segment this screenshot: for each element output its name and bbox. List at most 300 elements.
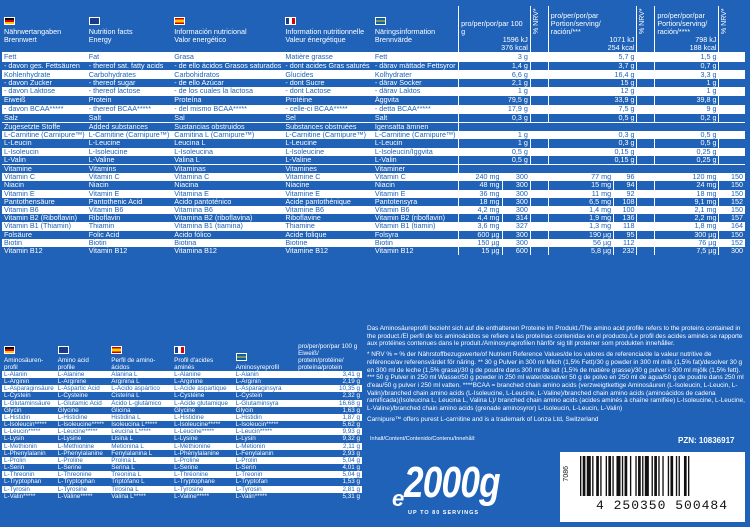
vitamin-row-sv: Vitamin B12 (374, 247, 414, 256)
vitamin-row-v3: 2,2 mg (655, 214, 719, 222)
added-header-row-de: Zugesetzte Stoffe (2, 123, 87, 132)
vitamin-row (2, 190, 745, 198)
france-flag-icon (174, 346, 185, 354)
nutrition-row-pad1 (530, 105, 548, 114)
amino-value: 2,11 g (296, 443, 362, 450)
amino-fr: L-Acide glutamique (172, 400, 234, 407)
added-header-row-en: Added substances (87, 123, 173, 132)
amino-value: 5,62 g (342, 421, 360, 429)
nutrition-row-de: Kohlenhydrate (2, 70, 87, 79)
nutrition-row (2, 79, 745, 87)
header-es: Información nutricional (174, 27, 247, 36)
vitamin-row-pad (530, 198, 548, 206)
nutrition-row-blank (283, 44, 372, 53)
vitamin-row (2, 206, 745, 214)
vitamin-row-nrv3: 150 (719, 231, 745, 239)
header-fr: Information nutritionnelle (285, 27, 365, 36)
amino-value: 5,04 g (296, 457, 362, 464)
added-row-v3: 0,25 g (655, 148, 719, 156)
vitamin-row-sv: Vitamin E (373, 190, 459, 198)
nutrition-row-v3: 0,2 g (655, 113, 719, 122)
vitamin-header-row-fr: Vitamines (283, 165, 372, 174)
vitamin-row (2, 222, 745, 230)
added-row-es: Leucina L (174, 139, 206, 148)
vitamin-row-v1: 3,6 mg (459, 222, 502, 230)
vitamin-row-pad2 (637, 214, 655, 222)
nutrition-row-pad2 (637, 113, 655, 122)
nutrition-row-pad1 (530, 113, 548, 122)
amino-value: 9,32 g (342, 435, 360, 443)
vitamin-row-nrv1: 600 (502, 247, 530, 255)
added-row-pad2 (637, 139, 655, 147)
amino-row (2, 443, 362, 450)
nutrition-row-pad1 (530, 87, 548, 96)
nutrition-row-v1: 0,3 g (459, 113, 531, 122)
vitamin-header-row (2, 165, 745, 174)
nutrition-row (2, 36, 745, 44)
vitamin-row-v2: 5,8 µg (548, 247, 613, 255)
added-row-fr: L-Leucine (285, 139, 317, 148)
vitamin-row-en: Pantothenic Acid (88, 197, 143, 206)
added-row-fr: L-Valine (285, 155, 312, 164)
added-row-pad1 (530, 139, 548, 147)
amino-fr: L-Thréonine (172, 471, 234, 478)
vitamin-row-es: Vitamina C (172, 173, 283, 181)
vitamin-row-v3: 1,8 mg (655, 222, 719, 230)
vitamin-row-fr: Niacine (285, 181, 310, 190)
vitamin-row-v1: 4,4 mg (459, 214, 502, 222)
amino-fr: L-Tryptophane (174, 478, 215, 486)
nutrition-row-de: - davon Zucker (4, 79, 52, 88)
content-label: Inhalt/Content/Contenido/Contenu/Innehåll: (370, 436, 476, 442)
vitamin-row-en: Vitamin B6 (87, 206, 173, 214)
vitamin-row-v1: 4,2 mg (459, 206, 502, 214)
logo-servings: UP TO 80 SERVINGS (408, 510, 480, 516)
added-row-de: L-Valin (4, 155, 26, 164)
nutrition-row-sv: Salt (373, 113, 459, 122)
vitamin-row-v3: 300 µg (655, 231, 719, 239)
nutrition-row-pad2 (637, 87, 655, 96)
amino-sv: L-Serin (235, 464, 256, 472)
nutrition-row-de: - davon ges. Fettsäuren (4, 61, 80, 70)
vitamin-row-pad (530, 206, 548, 214)
amino-en: L-Glutamic Acid (56, 400, 110, 407)
added-row-v2: 0,15 g (548, 148, 637, 156)
nutrition-row-pad1 (530, 62, 548, 71)
nutrition-row (2, 53, 745, 62)
vitamin-row-nrv3: 157 (719, 214, 745, 222)
vitamin-header-row-en: Vitamins (87, 165, 173, 174)
nutrition-row-sv: - därav mättade Fettsyror (374, 61, 456, 70)
added-row-fr: L-Isoleucine (283, 148, 372, 156)
nutrition-row-pad3 (719, 96, 745, 105)
nutrition-row (2, 87, 745, 96)
vitamin-row-nrv1: 300 (502, 181, 530, 189)
nutrition-row-v1: 1596 kJ (459, 36, 531, 44)
vitamin-row-nrv1: 300 (502, 239, 530, 247)
nutrition-row-pad3 (719, 79, 745, 87)
amino-row (2, 371, 362, 378)
vitamin-row-pad2 (637, 239, 655, 247)
amino-de: L-Tryptophan (4, 478, 42, 486)
vitamin-row-pad (530, 181, 548, 189)
amino-row (2, 385, 362, 392)
nutrition-row-sv: Fett (373, 53, 459, 62)
nutrition-row-fr: Sel (283, 113, 372, 122)
nutrition-row-fr: - dont Sucre (285, 79, 325, 88)
amino-fr: L-Tyrosine (172, 486, 234, 493)
amino-value: 1,87 g (296, 414, 362, 421)
added-row-pad2 (637, 148, 655, 156)
vitamin-row-en: Biotin (87, 239, 173, 247)
vitamin-row-sv: Vitamin C (373, 173, 459, 181)
vitamin-row-nrv1: 300 (502, 198, 530, 206)
amino-fr: L-Proline (172, 457, 234, 464)
nutrition-row-pad3 (719, 36, 745, 44)
nutrition-row-fr: Matière grasse (283, 53, 372, 62)
added-row-de: L-Carnitine (Carnipure™) (4, 131, 85, 140)
vitamin-row-en: Vitamin B12 (88, 247, 128, 256)
nutrition-row-fr: - celle-ci BCAA***** (283, 105, 372, 114)
amino-fr: L-Phénylalanine (174, 449, 220, 457)
nutrition-row-de: - davon Laktose (2, 87, 87, 96)
vitamin-row-es: Vitamina B2 (riboflavina) (174, 214, 253, 223)
vitamin-row (2, 181, 745, 189)
amino-row (2, 392, 362, 399)
amino-en: L-Methionine (56, 443, 110, 450)
amino-es: Lisina L (111, 435, 133, 443)
nutrition-row (2, 96, 745, 105)
nutrition-row-sv: Kolhydrater (373, 70, 459, 79)
amino-sv: L-Arginin (235, 378, 261, 386)
vitamin-row-nrv1: 300 (502, 190, 530, 198)
nutrition-row-v3: 1 g (655, 79, 719, 87)
pad (637, 44, 655, 53)
vitamin-row-de: Vitamin B1 (Thiamin) (2, 222, 87, 230)
nutrition-row-sv: Brennvärde (374, 36, 413, 44)
vitamin-row-v2: 190 µg (548, 231, 613, 239)
nutrition-row-v2: 5,7 g (548, 53, 637, 62)
german-flag-icon (4, 346, 15, 354)
vitamin-row-es: Ácido pantoténico (174, 197, 232, 206)
nutrition-header-row (2, 6, 745, 36)
amino-value: 3,41 g (296, 371, 362, 378)
amino-en: L-Aspartic Acid (56, 385, 110, 392)
vitamin-row-v1: 240 mg (459, 173, 502, 181)
header-nrv1: % NRV* (532, 8, 540, 34)
nutrition-row-en: - thereof sat. fatty acids (88, 61, 164, 70)
nutrition-row-es: Carbohidratos (172, 70, 283, 79)
amino-value: 2,32 g (342, 392, 360, 400)
amino-sv: Glycin (235, 406, 254, 414)
vitamin-row-es: Vitamina B6 (172, 206, 283, 214)
amino-en: L-Cysteine (57, 392, 88, 400)
amino-value: 2,93 g (342, 449, 360, 457)
nutrition-row-es: - de ello ácidos Grasos saturados (174, 61, 282, 70)
vitamin-row-de: Niacin (4, 181, 24, 190)
vitamin-row-es: Biotina (172, 239, 283, 247)
amino-es: Arginina L (111, 378, 140, 386)
vitamin-row-nrv3: 150 (719, 190, 745, 198)
vitamin-row-nrv1: 300 (502, 206, 530, 214)
added-row-v2: 0,3 g (548, 131, 637, 139)
vitamin-row-nrv1: 327 (502, 222, 530, 230)
amino-value: 16,68 g (296, 400, 362, 407)
vitamin-row-pad2 (637, 181, 655, 189)
vitamin-row-v3: 24 mg (655, 181, 719, 189)
nutrition-row-en: Energy (88, 36, 112, 44)
amino-sv: L-Valin***** (235, 492, 268, 500)
nutrition-row-pad2 (637, 96, 655, 105)
amino-sv: L-Leucin***** (234, 428, 296, 435)
nutrition-row-pad3 (719, 62, 745, 71)
header-nrv2: % NRV* (639, 8, 647, 34)
amino-note: Das Aminosäureprofil bezieht sich auf die enthaltenen Proteine im Produkt./The amino acid profile refers to the proteins contained in the product./El perfil de los aminoácidos se refiere a las proteínas contenidas en el producto./Le profil des acides aminés se rapporte aux protéines contenues dans le produit./Aminosyraprofilen hänför sig till proteiner som produkten innehåller. (367, 325, 743, 348)
amino-value: 4,01 g (342, 464, 360, 472)
vitamin-row-fr: Vitamine E (283, 190, 372, 198)
vitamin-row-fr: Vitamine C (283, 173, 372, 181)
amino-de: L-Prolin (2, 457, 56, 464)
nutrition-row-fr: - dont Lactose (283, 87, 372, 96)
vitamin-row-pad2 (637, 206, 655, 214)
vitamin-row-de: Folsäure (4, 230, 32, 239)
added-row-v1: 1 g (459, 131, 531, 139)
vitamin-row-pad2 (637, 222, 655, 230)
vitamin-row-en: Vitamin C (87, 173, 173, 181)
nutrition-row-v3: 1 g (655, 87, 719, 96)
amino-header-value: pro/per/por/par 100 g Eiweiß/ protein/protéine/ proteína/protein (298, 343, 358, 371)
amino-row (2, 486, 362, 493)
added-row-sv: L-Leucin (374, 139, 403, 148)
added-row-es: L-Isoleucina (172, 148, 283, 156)
added-row-pad3 (719, 131, 745, 139)
nutrition-row-sv: - detta BCAA***** (373, 105, 459, 114)
vitamin-row-nrv2: 232 (614, 247, 637, 255)
nutrition-row-pad3 (719, 105, 745, 114)
added-row (2, 131, 745, 139)
added-header-row-sv: Igensatta ämnen (373, 123, 459, 132)
nutrition-row-pad2 (637, 79, 655, 87)
amino-row (2, 378, 362, 385)
spain-flag-icon (174, 17, 185, 25)
vitamin-row-v2: 1,3 mg (548, 222, 613, 230)
added-row-v1: 0,5 g (459, 148, 531, 156)
vitamin-row-nrv3: 164 (719, 222, 745, 230)
nutrition-row-en: Fat (87, 53, 173, 62)
added-row (2, 156, 745, 165)
amino-es: Isoleucina L***** (111, 421, 158, 429)
vitamin-row-v3: 120 mg (655, 173, 719, 181)
nutrition-row-v2: 15 g (548, 79, 637, 87)
amino-en: L-Histidine (56, 414, 110, 421)
amino-en: L-Proline (56, 457, 110, 464)
vitamin-row-v1: 150 µg (459, 239, 502, 247)
vitamin-row-sv: Folsyra (374, 230, 399, 239)
vitamin-row-nrv3: 150 (719, 206, 745, 214)
nutrition-row-pad3 (719, 87, 745, 96)
nutrition-row-fr: Glucides (283, 70, 372, 79)
header-nrv3: % NRV* (721, 8, 729, 34)
amino-de: L-Leucin***** (2, 428, 56, 435)
nutrition-row-es: - de ello Azúcar (174, 79, 224, 88)
nutrition-row-pad2 (637, 105, 655, 114)
nutrition-row-pad1 (530, 36, 548, 44)
vitamin-row-es: Vitamina E (172, 190, 283, 198)
amino-en: L-Tryptophan (57, 478, 95, 486)
added-row-pad1 (530, 156, 548, 165)
vitamin-row-pad2 (637, 247, 655, 255)
vitamin-row-v3: 7,5 µg (655, 247, 719, 255)
added-row-v3: 0,5 g (655, 131, 719, 139)
vitamin-row-sv: Vitamin B1 (tiamin) (373, 222, 459, 230)
amino-en: L-Phenylalanine (57, 449, 103, 457)
amino-de: L-Threonin (2, 471, 56, 478)
nutrition-row-v2: 3,7 g (548, 62, 637, 71)
amino-row (2, 421, 362, 428)
added-row-pad2 (637, 156, 655, 165)
vitamin-row-nrv3: 152 (719, 239, 745, 247)
vitamin-row-en: Thiamin (87, 222, 173, 230)
vitamin-row-fr: Thiamine (283, 222, 372, 230)
amino-sv: L-Cystein (235, 392, 263, 400)
vitamin-row-nrv2: 96 (614, 173, 637, 181)
added-header-row-fr: Substances obstruées (283, 123, 372, 132)
nutrition-row-pad2 (637, 70, 655, 79)
vitamin-row (2, 247, 745, 255)
amino-fr: L-Histidine (172, 414, 234, 421)
added-row-v3: 0,5 g (655, 139, 719, 147)
added-row-en: L-Valine (88, 155, 115, 164)
vitamin-row-v2: 77 mg (548, 173, 613, 181)
amino-en: L-Alanine (56, 371, 110, 378)
vitamin-row-fr: Vitamine B12 (285, 247, 328, 256)
amino-header-row (2, 325, 362, 371)
added-row-v1: 1 g (459, 139, 531, 147)
amino-row (2, 457, 362, 464)
nutrition-row-v3: 798 kJ (655, 36, 719, 44)
amino-row (2, 464, 362, 471)
pad (719, 44, 745, 53)
vitamin-row-pad (530, 239, 548, 247)
amino-es: Alanina L (109, 371, 172, 378)
vitamin-row-es: Niacina (174, 181, 199, 190)
barcode (560, 452, 745, 522)
vitamin-header-row-de: Vitamine (2, 165, 87, 174)
vitamin-row-sv: Pantotensyra (374, 197, 418, 206)
net-weight-logo: e 2000g UP TO 80 SERVINGS (392, 458, 500, 516)
amino-sv: L-Isoleucin***** (235, 421, 279, 429)
vitamin-row-nrv2: 92 (614, 190, 637, 198)
amino-en: L-Threonine (56, 471, 110, 478)
vitamin-row (2, 239, 745, 247)
vitamin-row-pad2 (637, 231, 655, 239)
france-flag-icon (285, 17, 296, 25)
amino-de: L-Methionin (2, 443, 56, 450)
amino-value: 2,19 g (342, 378, 360, 386)
nutrition-row-fr: - dont acides Gras saturés (285, 61, 370, 70)
vitamin-row-pad (530, 214, 548, 222)
nutrition-row-pad3 (719, 70, 745, 79)
nutrition-row-pad1 (530, 53, 548, 62)
header-sv: Näringsinformation (374, 27, 436, 36)
nutrition-row-sv: Äggvita (373, 96, 459, 105)
uk-flag-icon (89, 17, 100, 25)
nutrition-row-v3: 39,8 g (655, 96, 719, 105)
amino-sv: L-Histidin (234, 414, 296, 421)
nutrition-row-pad2 (637, 36, 655, 44)
amino-value: 5,04 g (296, 471, 362, 478)
amino-body (2, 371, 362, 500)
amino-value: 10,35 g (296, 385, 362, 392)
vitamin-row-nrv1: 300 (502, 173, 530, 181)
vitamin-row-de: Vitamin C (2, 173, 87, 181)
nutrition-body (2, 36, 745, 255)
logo-weight: 2000g (404, 458, 500, 507)
amino-de: L-Valin***** (4, 492, 36, 500)
added-row-v1: 0,5 g (459, 156, 531, 165)
nutrition-table (2, 6, 745, 255)
vitamin-row-de: Pantothensäure (4, 197, 55, 206)
vitamin-row (2, 214, 745, 222)
nutrition-row-v3: 1,5 g (655, 53, 719, 62)
amino-fr: L-Arginine (174, 378, 203, 386)
amino-es: Valina L***** (111, 492, 146, 500)
added-row-es: Valina L (174, 155, 200, 164)
added-row-sv: L-Valin (374, 155, 397, 164)
nutrition-row-en: Salt (87, 113, 173, 122)
vitamin-row-v2: 1,9 mg (548, 214, 613, 222)
amino-en: L-Leucine***** (56, 428, 110, 435)
amino-es: Cisteína L (111, 392, 140, 400)
amino-de: L-Phenylalanin (4, 449, 46, 457)
amino-row (2, 428, 362, 435)
nutrition-row-v1: 2,1 g (459, 79, 531, 87)
vitamin-row-de: Vitamin E (2, 190, 87, 198)
amino-sv: L-Prolin (234, 457, 296, 464)
nutrition-row-es: Valor energético (174, 36, 227, 44)
vitamin-row-fr: Acide pantothénique (285, 197, 351, 206)
vitamin-row-pad (530, 231, 548, 239)
vitamin-row-fr: Riboflavine (285, 214, 321, 223)
nutrition-row-pad2 (637, 62, 655, 71)
vitamin-row-de: Vitamin B6 (2, 206, 87, 214)
vitamin-row-v3: 18 mg (655, 190, 719, 198)
vitamin-row-v1: 36 mg (459, 190, 502, 198)
amino-header-de: Aminosäuren-profil (4, 357, 44, 371)
notes-block (367, 325, 745, 426)
nutrition-row-v2b: 254 kcal (548, 44, 637, 53)
added-row-de: L-Isoleucin (2, 148, 87, 156)
vitamin-row-fr: Biotine (283, 239, 372, 247)
nutrition-row-blank (172, 44, 283, 53)
added-row-sv: L-Carnitine (Carnipure™) (373, 131, 459, 139)
vitamin-row-v1: 600 µg (459, 231, 502, 239)
amino-row (2, 493, 362, 500)
vitamin-row-fr: Vitamine B6 (283, 206, 372, 214)
amino-value: 9,93 g (296, 428, 362, 435)
nutrition-row-en: - thereof lactose (87, 87, 173, 96)
amino-fr: L-Leucine***** (172, 428, 234, 435)
nutrition-row-blank (2, 44, 87, 53)
nutrition-row-kcal (2, 44, 745, 53)
amino-de: L-Lysin (4, 435, 25, 443)
added-row-pad1 (530, 148, 548, 156)
added-row-fr: L-Carnitine (Carnipure™) (283, 131, 372, 139)
added-row-sv: L-Isoleucin/Iggvita (373, 148, 459, 156)
vitamin-row-es: Vitamina B12 (174, 247, 217, 256)
amino-en: Glycine (57, 406, 79, 414)
nutrition-row-pad1 (530, 96, 548, 105)
